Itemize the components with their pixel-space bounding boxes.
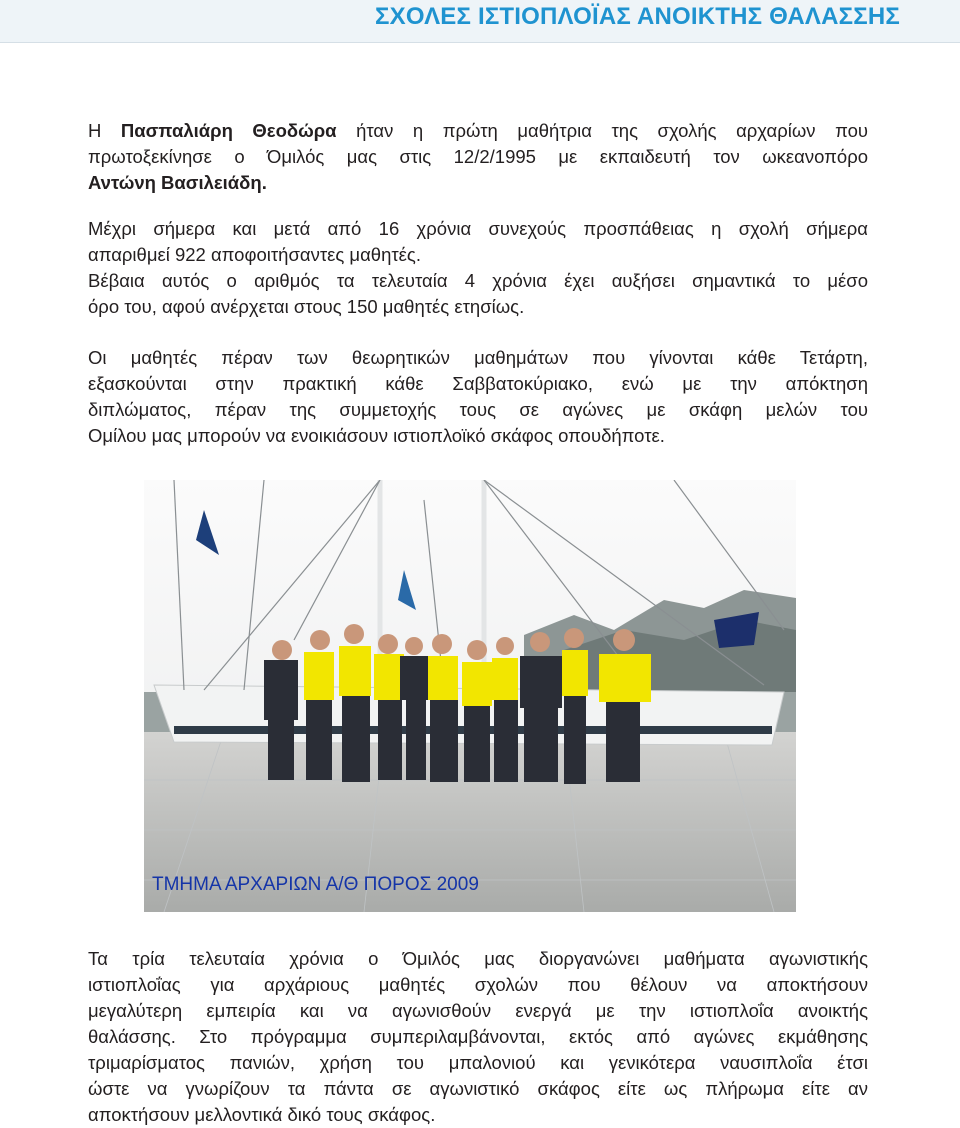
intro-line-2: πρωτοξεκίνησε ο Όμιλός μας στις 12/2/1995 με εκπαιδευτή τον ωκεανοπόρο	[88, 146, 868, 167]
photo-caption: ΤΜΗΜΑ ΑΡΧΑΡΙΩΝ Α/Θ ΠΟΡΟΣ 2009	[152, 874, 479, 895]
instructor-name: Αντώνη Βασιλειάδη.	[88, 172, 267, 193]
group-photo	[144, 480, 796, 912]
first-student-name: Πασπαλιάρη Θεοδώρα	[120, 120, 337, 141]
intro-line-1: Η Πασπαλιάρη Θεοδώρα ήταν η πρώτη μαθήτρια της σχολής αρχαρίων που	[88, 120, 868, 141]
practice-line-1: Οι μαθητές πέραν των θεωρητικών μαθημάτων που γίνονται κάθε Τετάρτη,	[88, 347, 868, 368]
intro-paragraph	[88, 118, 868, 196]
stats-paragraph	[88, 216, 868, 320]
racing-line-6: ώστε να γνωρίζουν τα πάντα σε αγωνιστικό σκάφος είτε ως πλήρωμα είτε αν	[88, 1078, 868, 1099]
racing-line-4: θαλάσσης. Στο πρόγραμμα συμπεριλαμβάνονται, εκτός από αγώνες εκμάθησης	[88, 1026, 868, 1047]
practice-line-3: διπλώματος, πέραν της συμμετοχής τους σε αγώνες με σκάφη μελών του	[88, 399, 868, 420]
header-band	[0, 0, 960, 43]
racing-line-2: ιστιοπλοΐας για αρχάριους μαθητές σχολών που θέλουν να αποκτήσουν	[88, 974, 868, 995]
stats-line-4: όρο του, αφού ανέρχεται στους 150 μαθητές ετησίως.	[88, 296, 525, 317]
racing-paragraph	[88, 946, 868, 1128]
stats-line-1: Μέχρι σήμερα και μετά από 16 χρόνια συνεχούς προσπάθειας η σχολή σήμερα	[88, 218, 868, 239]
stats-line-2: απαριθμεί 922 αποφοιτήσαντες μαθητές.	[88, 244, 421, 265]
group-photo-illustration	[144, 480, 796, 912]
racing-line-3: μεγαλύτερη εμπειρία και να αγωνισθούν ενεργά με την ιστιοπλοΐα ανοικτής	[88, 1000, 868, 1021]
racing-line-1: Τα τρία τελευταία χρόνια ο Όμιλός μας διοργανώνει μαθήματα αγωνιστικής	[88, 948, 868, 969]
page-title: ΣΧΟΛΕΣ ΙΣΤΙΟΠΛΟΪΑΣ ΑΝΟΙΚΤΗΣ ΘΑΛΑΣΣΗΣ	[375, 3, 900, 30]
racing-line-7: αποκτήσουν μελλοντικά δικό τους σκάφος.	[88, 1104, 436, 1125]
practice-line-4: Ομίλου μας μπορούν να ενοικιάσουν ιστιοπλοϊκό σκάφος οπουδήποτε.	[88, 425, 665, 446]
racing-line-5: τριμαρίσματος πανιών, χρήση του μπαλονιού και γενικότερα ναυσιπλοΐα έτσι	[88, 1052, 868, 1073]
stats-line-3: Βέβαια αυτός ο αριθμός τα τελευταία 4 χρόνια έχει αυξήσει σημαντικά το μέσο	[88, 270, 868, 291]
practice-line-2: εξασκούνται στην πρακτική κάθε Σαββατοκύριακο, ενώ με την απόκτηση	[88, 373, 868, 394]
practice-paragraph	[88, 345, 868, 449]
